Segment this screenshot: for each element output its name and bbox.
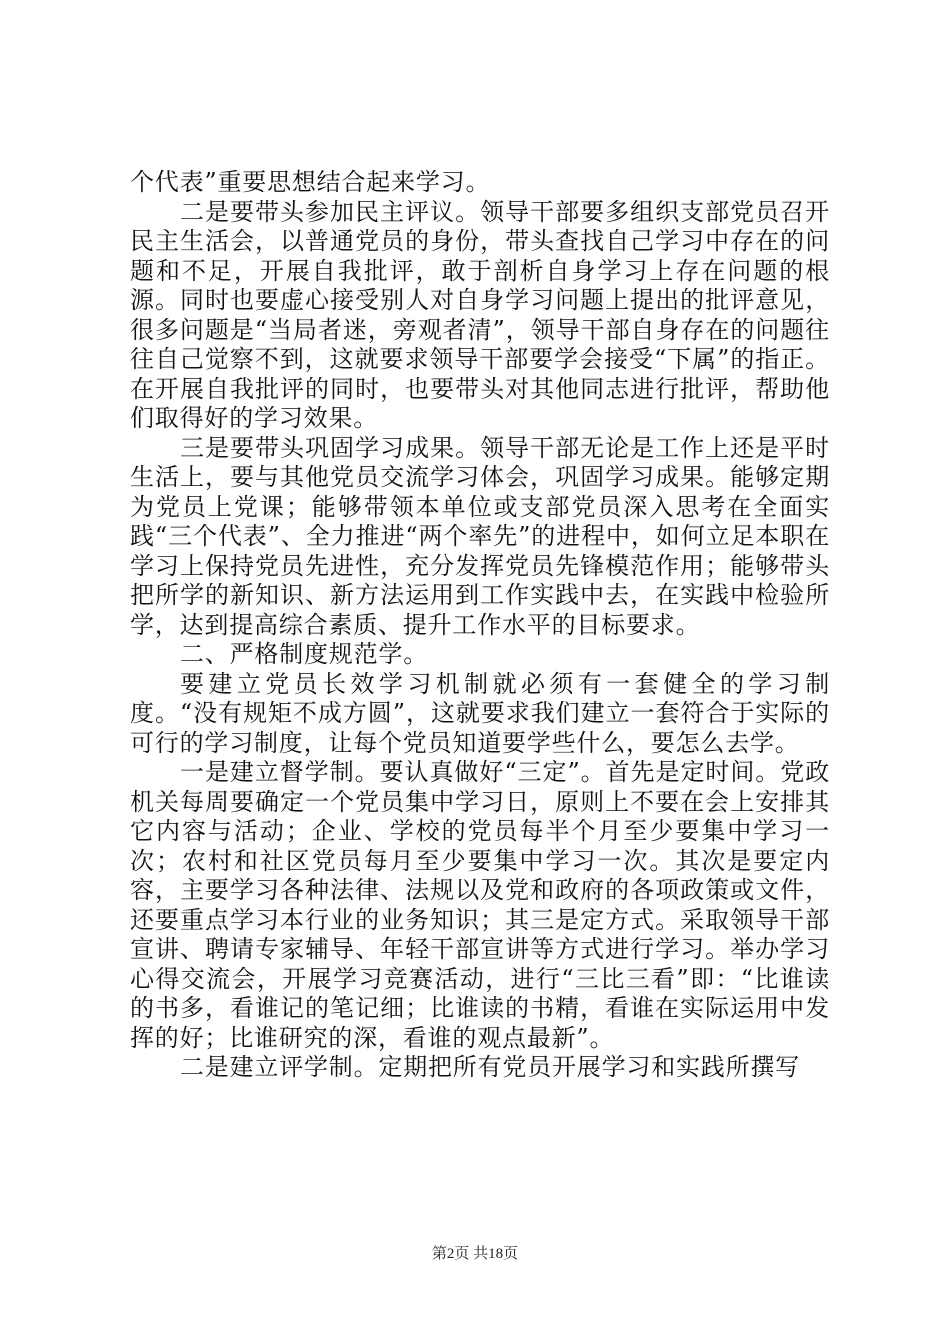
document-body [130,168,830,1083]
section-heading: 二、严格制度规范学。 [180,640,428,668]
paragraph-continuation: 个代表”重要思想结合起来学习。 [130,168,491,196]
paragraph-consolidate-results: 三是要带头巩固学习成果。领导干部无论是工作上还是平时生活上，要与其他党员交流学习体会，巩固学习成果。能够定期为党员上党课；能够带领本单位或支部党员深入思考在全面实践“三个代表”、全力推进“两个率先”的进程中，如何立足本职在学习上保持党员先进性，充分发挥党员先锋模范作用；能够带头把所学的新知识、新方法运用到工作实践中去，在实践中检验所学，达到提高综合素质、提升工作水平的目标要求。 [130,433,830,639]
page-footer: 第2页 共18页 [431,1246,519,1262]
paragraph-study-system: 要建立党员长效学习机制就必须有一套健全的学习制度。“没有规矩不成方圆”，这就要求我们建立一套符合于实际的可行的学习制度，让每个党员知道要学些什么，要怎么去学。 [130,669,830,757]
paragraph-evaluation-system: 二是建立评学制。定期把所有党员开展学习和实践所撰写 [180,1053,800,1081]
paragraph-democratic-review: 二是要带头参加民主评议。领导干部要多组织支部党员召开民主生活会，以普通党员的身份，带头查找自己学习中存在的问题和不足，开展自我批评，敢于剖析自身学习上存在问题的根源。同时也要虚心接受别人对自身学习问题上提出的批评意见，很多问题是“当局者迷，旁观者清”，领导干部自身存在的问题往往自己觉察不到，这就要求领导干部要学会接受“下属”的指正。在开展自我批评的同时，也要带头对其他同志进行批评，帮助他们取得好的学习效果。 [130,197,830,432]
paragraph-supervision-system: 一是建立督学制。要认真做好“三定”。首先是定时间。党政机关每周要确定一个党员集中学习日，原则上不要在会上安排其它内容与活动；企业、学校的党员每半个月至少要集中学习一次；农村和社区党员每月至少要集中学习一次。其次是要定内容，主要学习各种法律、法规以及党和政府的各项政策或文件，还要重点学习本行业的业务知识；其三是定方式。采取领导干部宣讲、聘请专家辅导、年轻干部宣讲等方式进行学习。举办学习心得交流会，开展学习竞赛活动，进行“三比三看”即：“比谁读的书多，看谁记的笔记细；比谁读的书精，看谁在实际运用中发挥的好；比谁研究的深，看谁的观点最新”。 [130,758,830,1052]
